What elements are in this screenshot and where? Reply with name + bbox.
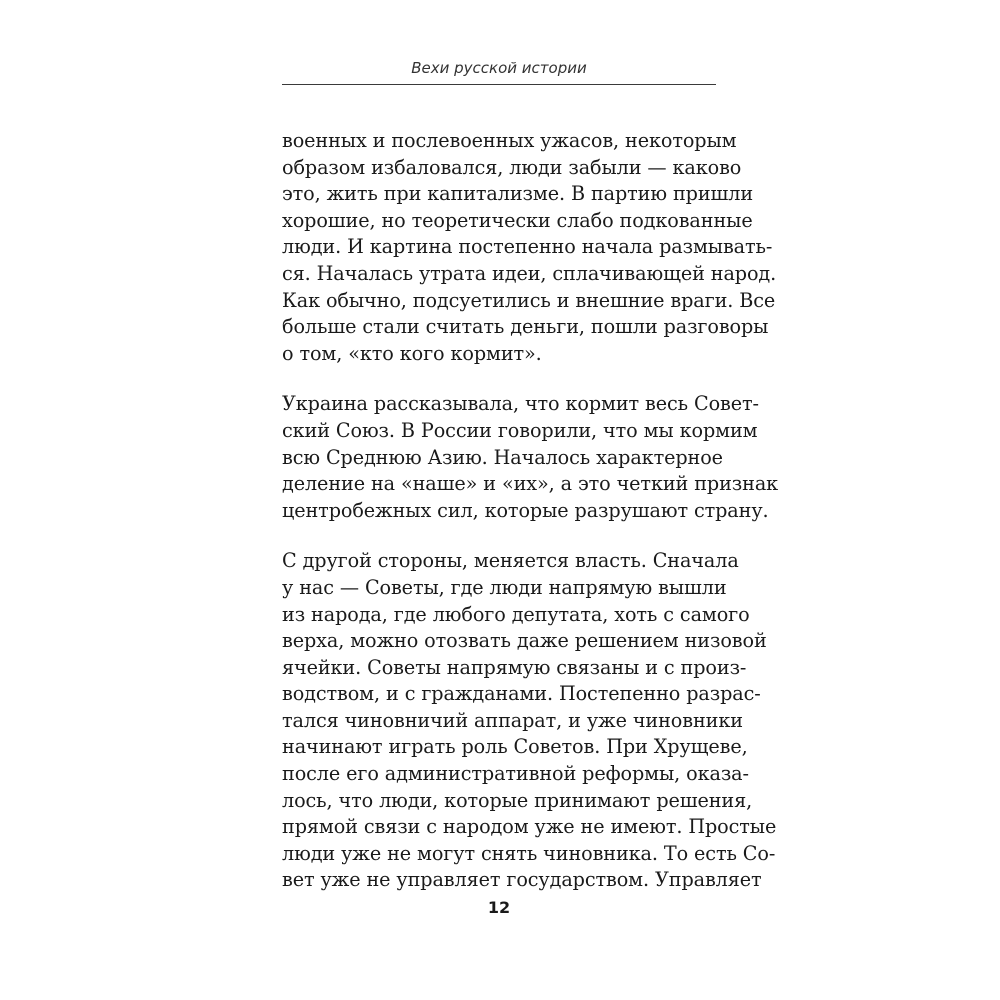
text-line: начинают играть роль Советов. При Хрущеве, (282, 735, 748, 759)
text-line: люди уже не могут снять чиновника. То есть Со- (282, 841, 776, 865)
text-line: водством, и с гражданами. Постепенно разрас- (282, 682, 761, 706)
text-line: у нас — Советы, где люди напрямую вышли (282, 575, 727, 599)
header-rule (282, 84, 716, 85)
text-line: люди. И картина постепенно начала размывать- (282, 235, 773, 259)
text-line: образом избаловался, люди забыли — каково (282, 155, 742, 179)
text-line: больше стали считать деньги, пошли разговоры (282, 315, 769, 339)
text-line: из народа, где любого депутата, хоть с самого (282, 602, 750, 626)
paragraph-1 (282, 128, 777, 367)
text-line: вет уже не управляет государством. Управляет (282, 868, 762, 892)
text-line: верха, можно отозвать даже решением низовой (282, 629, 767, 653)
text-line: о том, «кто кого кормит». (282, 341, 542, 365)
page-number: 12 (487, 898, 511, 917)
text-line: Украина рассказывала, что кормит весь Совет- (282, 392, 759, 416)
text-line: это, жить при капитализме. В партию пришли (282, 182, 754, 206)
text-line: хорошие, но теоретически слабо подкованные (282, 208, 753, 232)
text-line: всю Среднюю Азию. Началось характерное (282, 445, 723, 469)
body-text (282, 128, 779, 918)
text-line: ский Союз. В России говорили, что мы кормим (282, 418, 758, 442)
text-line: прямой связи с народом уже не имеют. Простые (282, 815, 777, 839)
text-line: ся. Началась утрата идеи, сплачивающей народ. (282, 261, 777, 285)
text-line: С другой стороны, меняется власть. Сначала (282, 549, 739, 573)
running-head: Вехи русской истории (411, 59, 587, 77)
paragraph-3 (282, 548, 777, 894)
text-line: Как обычно, подсуетились и внешние враги. Все (282, 288, 776, 312)
text-line: лось, что люди, которые принимают решения, (282, 788, 753, 812)
text-line: ячейки. Советы напрямую связаны и с произ- (282, 655, 747, 679)
text-line: центробежных сил, которые разрушают страну. (282, 498, 769, 522)
text-line: военных и послевоенных ужасов, некоторым (282, 129, 737, 152)
text-line: тался чиновничий аппарат, и уже чиновники (282, 708, 743, 732)
text-line: деление на «наше» и «их», а это четкий признак (282, 472, 779, 496)
text-line: после его административной реформы, оказа- (282, 762, 749, 786)
paragraph-2 (282, 391, 779, 524)
